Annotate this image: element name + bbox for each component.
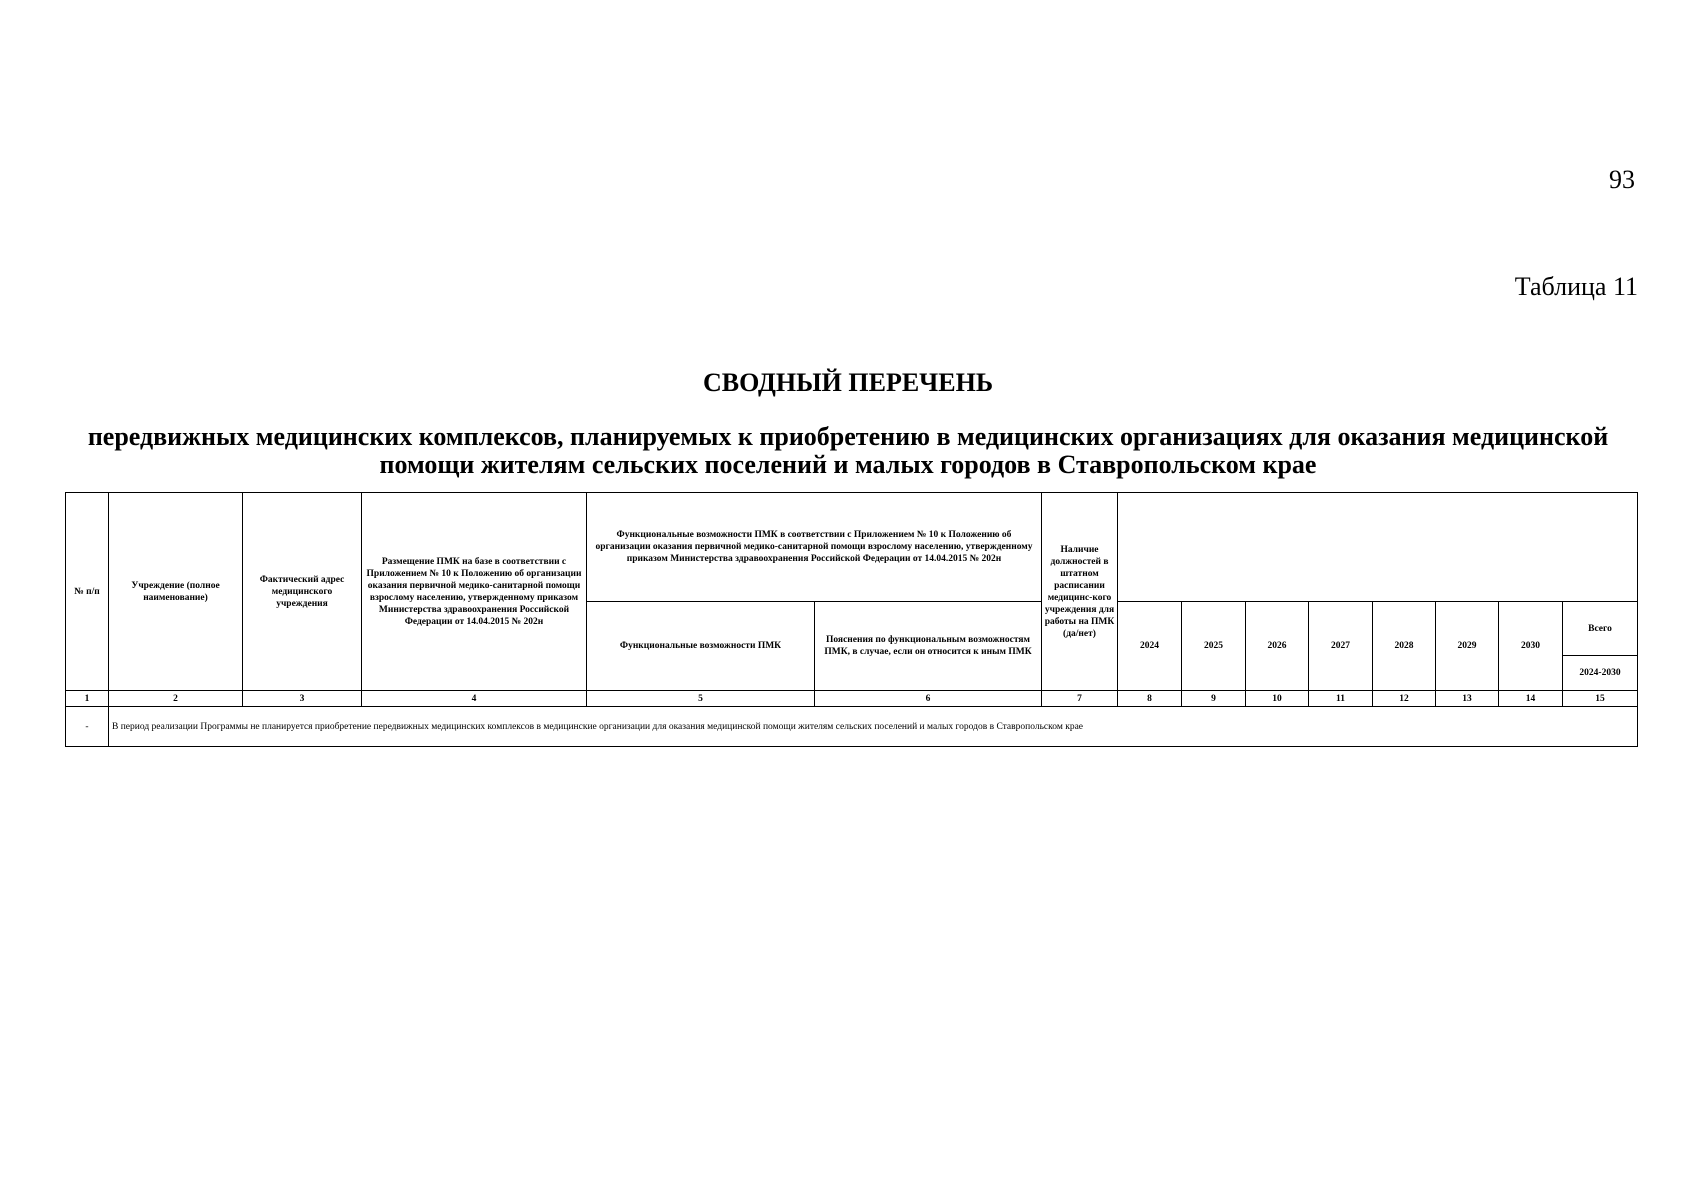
column-number: 10 [1246,691,1309,707]
column-number: 5 [587,691,815,707]
header-functional-group: Функциональные возможности ПМК в соответствии с Приложением № 10 к Положению об организации оказания первичной медико-санитарной помощи взрослому населению, утвержденному приказом Министерства здравоохранения Российской Федерации от 14.04.2015 № 202н [587,493,1042,602]
column-number: 15 [1563,691,1638,707]
header-functional: Функциональные возможности ПМК [587,602,815,691]
row-note: В период реализации Программы не планируется приобретение передвижных медицинских комплексов в медицинские организации для оказания медицинской помощи жителям сельских поселений и малых городов в Ставропольском крае [109,707,1638,747]
document-subtitle: передвижных медицинских комплексов, планируемых к приобретению в медицинских организациях для оказания медицинской помощи жителям сельских поселений и малых городов в Ставропольском крае [87,422,1609,479]
header-year-2025: 2025 [1182,602,1246,691]
column-number: 14 [1499,691,1563,707]
column-number: 7 [1042,691,1118,707]
column-number: 13 [1436,691,1499,707]
header-explanations: Пояснения по функциональным возможностям ПМК, в случае, если он относится к иным ПМК [815,602,1042,691]
document-title: СВОДНЫЙ ПЕРЕЧЕНЬ [702,368,994,397]
header-staff: Наличие должностей в штатном расписании медицинс-кого учреждения для работы на ПМК (да/нет) [1042,493,1118,691]
header-year-2028: 2028 [1373,602,1436,691]
header-total: Всего [1563,602,1638,656]
column-number: 1 [66,691,109,707]
column-number: 4 [362,691,587,707]
column-number: 2 [109,691,243,707]
header-row-top [66,493,1638,602]
header-address: Фактический адрес медицинского учреждения [243,493,362,691]
column-number: 9 [1182,691,1246,707]
page-number: 93 [1609,165,1635,194]
header-placement: Размещение ПМК на базе в соответствии с Приложением № 10 к Положению об организации оказания первичной медико-санитарной помощи взрослому населению, утвержденному приказом Министерства здравоохранения Российской Федерации от 14.04.2015 № 202н [362,493,587,691]
header-year-2029: 2029 [1436,602,1499,691]
column-numbers-row [66,691,1638,707]
header-year-2024: 2024 [1118,602,1182,691]
row-num: - [66,707,109,747]
column-number: 11 [1309,691,1373,707]
column-number: 12 [1373,691,1436,707]
header-year-2026: 2026 [1246,602,1309,691]
header-years-group [1118,493,1638,602]
table-row [66,707,1638,747]
header-year-2027: 2027 [1309,602,1373,691]
column-number: 8 [1118,691,1182,707]
column-number: 6 [815,691,1042,707]
summary-table [65,492,1638,747]
column-number: 3 [243,691,362,707]
table-caption: Таблица 11 [1514,272,1638,301]
header-total-period: 2024-2030 [1563,656,1638,691]
header-institution: Учреждение (полное наименование) [109,493,243,691]
header-year-2030: 2030 [1499,602,1563,691]
header-num: № п/п [66,493,109,691]
